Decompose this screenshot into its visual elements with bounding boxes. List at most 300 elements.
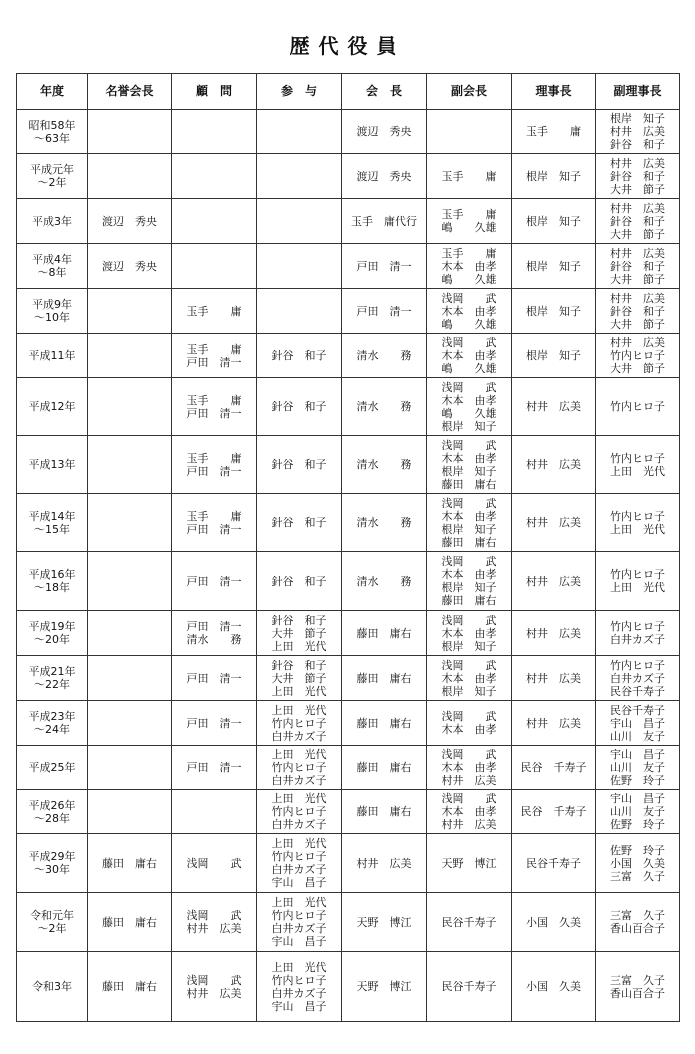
officer-name: 戸田 清一 bbox=[186, 464, 242, 478]
vice-chair-cell bbox=[596, 199, 680, 244]
chair-cell bbox=[512, 494, 596, 552]
officer-name: 木本 由孝 bbox=[441, 671, 497, 685]
officer-name: 嶋 久雄 bbox=[441, 362, 497, 375]
year-label: 平成4年 bbox=[32, 253, 72, 266]
counselor-cell bbox=[257, 611, 342, 656]
officer-name: 木本 由孝 bbox=[441, 451, 497, 465]
officer-name: 宇山 昌子 bbox=[271, 876, 327, 889]
officer-name: 嶋 久雄 bbox=[441, 221, 497, 234]
vice-chair-cell bbox=[596, 552, 680, 611]
advisor-cell bbox=[172, 746, 257, 790]
officer-name: 藤田 庸右 bbox=[356, 671, 412, 685]
officer-name: 小国 久美 bbox=[610, 856, 665, 870]
officer-name: 浅岡 武 bbox=[441, 336, 497, 349]
vice-chair-cell bbox=[596, 893, 680, 952]
year-label: ～63年 bbox=[34, 131, 70, 145]
honorary-president-cell bbox=[88, 611, 172, 656]
officer-name: 村井 広美 bbox=[610, 125, 665, 138]
officer-name: 白井カズ子 bbox=[610, 671, 665, 685]
table-body bbox=[17, 110, 680, 1022]
year-cell bbox=[17, 494, 88, 552]
officer-name: 根岸 知子 bbox=[441, 522, 497, 536]
year-label: 平成14年 bbox=[28, 509, 76, 523]
officer-name: 上田 光代 bbox=[610, 581, 665, 594]
president-cell bbox=[342, 110, 427, 154]
advisor-cell bbox=[172, 552, 257, 611]
advisor-cell bbox=[172, 199, 257, 244]
counselor-cell bbox=[257, 334, 342, 378]
column-header-president: 会 長 bbox=[342, 74, 427, 110]
officer-name: 村井 広美 bbox=[526, 458, 581, 471]
officer-name: 根岸 知子 bbox=[441, 419, 497, 433]
vice-chair-cell bbox=[596, 611, 680, 656]
year-cell bbox=[17, 552, 88, 611]
column-header-counselor: 参 与 bbox=[257, 74, 342, 110]
officer-name: 針谷 和子 bbox=[271, 458, 327, 471]
advisor-cell bbox=[172, 436, 257, 494]
officer-name: 戸田 清一 bbox=[356, 259, 412, 273]
chair-cell bbox=[512, 110, 596, 154]
officer-name: 三富 久子 bbox=[610, 909, 665, 922]
chair-cell bbox=[512, 552, 596, 611]
officer-name: 根岸 知子 bbox=[441, 639, 497, 653]
year-cell bbox=[17, 611, 88, 656]
advisor-cell bbox=[172, 244, 257, 289]
chair-cell bbox=[512, 436, 596, 494]
year-cell bbox=[17, 110, 88, 154]
president-cell bbox=[342, 494, 427, 552]
advisor-cell bbox=[172, 893, 257, 952]
column-header-year: 年度 bbox=[17, 74, 88, 110]
chair-cell bbox=[512, 656, 596, 701]
president-cell bbox=[342, 952, 427, 1022]
officer-name: 白井カズ子 bbox=[271, 774, 327, 787]
honorary-president-cell bbox=[88, 893, 172, 952]
vice-president-cell bbox=[427, 244, 512, 289]
officer-name: 根岸 知子 bbox=[441, 464, 497, 478]
table-row bbox=[17, 436, 680, 494]
column-header-honorary-president: 名誉会長 bbox=[88, 74, 172, 110]
officer-name: 針谷 和子 bbox=[271, 349, 327, 362]
vice-president-cell bbox=[427, 701, 512, 746]
officer-name: 藤田 庸右 bbox=[356, 626, 412, 640]
president-cell bbox=[342, 834, 427, 893]
officer-name: 竹内ヒロ子 bbox=[271, 850, 327, 863]
officer-name: 戸田 清一 bbox=[186, 574, 242, 588]
officer-name: 嶋 久雄 bbox=[441, 317, 497, 331]
officer-name: 宇山 昌子 bbox=[610, 792, 665, 805]
year-label: ～20年 bbox=[34, 633, 70, 646]
officer-name: 針谷 和子 bbox=[271, 516, 327, 529]
officer-name: 嶋 久雄 bbox=[441, 272, 497, 286]
vice-chair-cell bbox=[596, 656, 680, 701]
officer-name: 根岸 知子 bbox=[441, 684, 497, 698]
officer-name: 大井 節子 bbox=[610, 182, 665, 196]
advisor-cell bbox=[172, 378, 257, 436]
honorary-president-cell bbox=[88, 834, 172, 893]
honorary-president-cell bbox=[88, 790, 172, 834]
president-cell bbox=[342, 199, 427, 244]
officer-name: 村井 広美 bbox=[526, 626, 581, 640]
vice-chair-cell bbox=[596, 244, 680, 289]
officer-name: 山川 友子 bbox=[610, 805, 665, 818]
officer-name: 針谷 和子 bbox=[271, 400, 327, 413]
table-row bbox=[17, 834, 680, 893]
table-row bbox=[17, 893, 680, 952]
officer-name: 天野 博江 bbox=[441, 856, 497, 870]
table-row bbox=[17, 611, 680, 656]
honorary-president-cell bbox=[88, 952, 172, 1022]
honorary-president-cell bbox=[88, 334, 172, 378]
honorary-president-cell bbox=[88, 244, 172, 289]
officer-name: 上田 光代 bbox=[271, 748, 327, 761]
advisor-cell bbox=[172, 834, 257, 893]
officer-name: 藤田 庸右 bbox=[441, 477, 497, 491]
counselor-cell bbox=[257, 834, 342, 893]
counselor-cell bbox=[257, 436, 342, 494]
officer-name: 木本 由孝 bbox=[441, 349, 497, 362]
vice-chair-cell bbox=[596, 746, 680, 790]
officer-name: 竹内ヒロ子 bbox=[610, 509, 665, 523]
chair-cell bbox=[512, 154, 596, 199]
officer-name: 民谷千寿子 bbox=[610, 684, 665, 698]
officer-name: 上田 光代 bbox=[271, 792, 327, 805]
president-cell bbox=[342, 154, 427, 199]
honorary-president-cell bbox=[88, 494, 172, 552]
officer-name: 香山百合子 bbox=[610, 986, 665, 1000]
officer-name: 玉手 庸 bbox=[186, 509, 242, 523]
officer-name: 藤田 庸右 bbox=[102, 980, 157, 993]
officer-name: 渡辺 秀央 bbox=[102, 214, 157, 228]
officer-name: 針谷 和子 bbox=[271, 574, 327, 588]
officer-name: 村井 広美 bbox=[526, 671, 581, 685]
officer-name: 天野 博江 bbox=[356, 915, 412, 929]
advisor-cell bbox=[172, 952, 257, 1022]
officer-name: 宇山 昌子 bbox=[610, 716, 665, 730]
officer-name: 戸田 清一 bbox=[186, 716, 242, 730]
officer-name: 山川 友子 bbox=[610, 761, 665, 774]
president-cell bbox=[342, 552, 427, 611]
column-header-vice-chair: 副理事長 bbox=[596, 74, 680, 110]
officer-name: 大井 節子 bbox=[610, 362, 665, 375]
officer-name: 大井 節子 bbox=[610, 227, 665, 241]
officer-name: 針谷 和子 bbox=[271, 658, 327, 672]
officer-name: 玉手 庸 bbox=[526, 125, 581, 138]
year-label: 令和元年 bbox=[30, 909, 74, 922]
officer-name: 藤田 庸右 bbox=[102, 856, 157, 870]
officer-name: 木本 由孝 bbox=[441, 304, 497, 318]
year-cell bbox=[17, 656, 88, 701]
table-row bbox=[17, 746, 680, 790]
advisor-cell bbox=[172, 494, 257, 552]
officer-name: 木本 由孝 bbox=[441, 761, 497, 774]
president-cell bbox=[342, 289, 427, 334]
vice-president-cell bbox=[427, 436, 512, 494]
president-cell bbox=[342, 611, 427, 656]
year-label: 令和3年 bbox=[32, 980, 72, 993]
officer-name: 木本 由孝 bbox=[441, 723, 497, 736]
officer-name: 民谷千寿子 bbox=[610, 703, 665, 717]
officer-name: 白井カズ子 bbox=[271, 922, 327, 935]
officer-name: 清水 務 bbox=[186, 633, 242, 646]
vice-president-cell bbox=[427, 552, 512, 611]
honorary-president-cell bbox=[88, 701, 172, 746]
officer-name: 村井 広美 bbox=[610, 291, 665, 305]
officer-name: 針谷 和子 bbox=[610, 169, 665, 183]
officer-name: 民谷千寿子 bbox=[441, 915, 497, 929]
year-label: ～18年 bbox=[34, 581, 70, 594]
vice-chair-cell bbox=[596, 436, 680, 494]
president-cell bbox=[342, 656, 427, 701]
vice-president-cell bbox=[427, 378, 512, 436]
year-cell bbox=[17, 893, 88, 952]
officer-name: 上田 光代 bbox=[610, 522, 665, 536]
counselor-cell bbox=[257, 701, 342, 746]
officer-name: 清水 務 bbox=[356, 349, 412, 362]
year-label: ～15年 bbox=[34, 522, 70, 536]
chair-cell bbox=[512, 378, 596, 436]
president-cell bbox=[342, 893, 427, 952]
advisor-cell bbox=[172, 110, 257, 154]
table-row bbox=[17, 378, 680, 436]
chair-cell bbox=[512, 834, 596, 893]
officer-name: 民谷千寿子 bbox=[526, 856, 581, 870]
table-row bbox=[17, 494, 680, 552]
year-cell bbox=[17, 746, 88, 790]
table-row bbox=[17, 656, 680, 701]
officer-name: 浅岡 武 bbox=[441, 792, 497, 805]
year-cell bbox=[17, 834, 88, 893]
counselor-cell bbox=[257, 494, 342, 552]
officer-name: 針谷 和子 bbox=[610, 259, 665, 273]
year-cell bbox=[17, 334, 88, 378]
officer-name: 藤田 庸右 bbox=[441, 535, 497, 549]
officer-name: 民谷千寿子 bbox=[441, 980, 497, 993]
honorary-president-cell bbox=[88, 552, 172, 611]
chair-cell bbox=[512, 334, 596, 378]
officer-name: 藤田 庸右 bbox=[356, 805, 412, 818]
officer-name: 木本 由孝 bbox=[441, 393, 497, 407]
officer-name: 佐野 玲子 bbox=[610, 843, 665, 857]
officer-name: 宇山 昌子 bbox=[271, 999, 327, 1013]
officer-name: 竹内ヒロ子 bbox=[271, 805, 327, 818]
officer-name: 藤田 庸右 bbox=[356, 761, 412, 774]
officer-name: 浅岡 武 bbox=[186, 856, 242, 870]
officer-name: 渡辺 秀央 bbox=[356, 169, 412, 183]
officer-name: 竹内ヒロ子 bbox=[271, 973, 327, 987]
counselor-cell bbox=[257, 110, 342, 154]
counselor-cell bbox=[257, 552, 342, 611]
officer-name: 村井 広美 bbox=[610, 156, 665, 170]
officer-name: 村井 広美 bbox=[526, 516, 581, 529]
year-cell bbox=[17, 952, 88, 1022]
officer-name: 戸田 清一 bbox=[356, 304, 412, 318]
officer-name: 竹内ヒロ子 bbox=[610, 658, 665, 672]
officer-name: 村井 広美 bbox=[186, 986, 242, 1000]
officer-name: 宇山 昌子 bbox=[271, 935, 327, 948]
year-cell bbox=[17, 436, 88, 494]
officer-name: 玉手 庸 bbox=[441, 246, 497, 260]
president-cell bbox=[342, 746, 427, 790]
vice-president-cell bbox=[427, 893, 512, 952]
officer-name: 戸田 清一 bbox=[186, 522, 242, 536]
counselor-cell bbox=[257, 289, 342, 334]
officer-name: 針谷 和子 bbox=[271, 613, 327, 627]
officer-name: 村井 広美 bbox=[356, 856, 412, 870]
officer-name: 渡辺 秀央 bbox=[356, 125, 412, 138]
year-label: 昭和58年 bbox=[28, 118, 76, 132]
table-row bbox=[17, 552, 680, 611]
advisor-cell bbox=[172, 790, 257, 834]
officer-name: 竹内ヒロ子 bbox=[610, 349, 665, 362]
officer-name: 白井カズ子 bbox=[271, 818, 327, 831]
officer-name: 戸田 清一 bbox=[186, 406, 242, 420]
officer-name: 上田 光代 bbox=[271, 639, 327, 653]
chair-cell bbox=[512, 790, 596, 834]
officer-name: 竹内ヒロ子 bbox=[610, 451, 665, 465]
officer-name: 竹内ヒロ子 bbox=[610, 400, 665, 413]
officer-name: 藤田 庸右 bbox=[356, 716, 412, 730]
officer-name: 清水 務 bbox=[356, 574, 412, 588]
chair-cell bbox=[512, 893, 596, 952]
vice-president-cell bbox=[427, 494, 512, 552]
officer-name: 嶋 久雄 bbox=[441, 406, 497, 420]
honorary-president-cell bbox=[88, 289, 172, 334]
vice-president-cell bbox=[427, 334, 512, 378]
officer-name: 戸田 清一 bbox=[186, 355, 242, 369]
table-row bbox=[17, 701, 680, 746]
table-row bbox=[17, 199, 680, 244]
vice-chair-cell bbox=[596, 154, 680, 199]
officer-name: 根岸 知子 bbox=[526, 349, 581, 362]
president-cell bbox=[342, 436, 427, 494]
officer-name: 竹内ヒロ子 bbox=[271, 909, 327, 922]
officer-name: 白井カズ子 bbox=[610, 633, 665, 646]
officer-name: 針谷 和子 bbox=[610, 214, 665, 228]
officer-name: 根岸 知子 bbox=[526, 169, 581, 183]
president-cell bbox=[342, 244, 427, 289]
year-label: 平成11年 bbox=[28, 349, 76, 362]
vice-president-cell bbox=[427, 790, 512, 834]
officer-name: 佐野 玲子 bbox=[610, 774, 665, 787]
year-label: ～8年 bbox=[37, 266, 67, 279]
vice-president-cell bbox=[427, 952, 512, 1022]
officer-name: 玉手 庸 bbox=[186, 342, 242, 356]
honorary-president-cell bbox=[88, 656, 172, 701]
officer-name: 根岸 知子 bbox=[610, 112, 665, 125]
honorary-president-cell bbox=[88, 154, 172, 199]
honorary-president-cell bbox=[88, 199, 172, 244]
year-label: 平成12年 bbox=[28, 400, 76, 413]
officer-name: 村井 広美 bbox=[526, 574, 581, 588]
vice-president-cell bbox=[427, 834, 512, 893]
counselor-cell bbox=[257, 952, 342, 1022]
officer-name: 浅岡 武 bbox=[441, 613, 497, 627]
counselor-cell bbox=[257, 656, 342, 701]
vice-chair-cell bbox=[596, 110, 680, 154]
counselor-cell bbox=[257, 746, 342, 790]
table-row bbox=[17, 110, 680, 154]
vice-chair-cell bbox=[596, 834, 680, 893]
vice-chair-cell bbox=[596, 334, 680, 378]
advisor-cell bbox=[172, 656, 257, 701]
year-cell bbox=[17, 289, 88, 334]
counselor-cell bbox=[257, 790, 342, 834]
year-label: 平成16年 bbox=[28, 568, 76, 581]
year-cell bbox=[17, 790, 88, 834]
year-label: ～2年 bbox=[37, 922, 67, 935]
officer-name: 浅岡 武 bbox=[441, 496, 497, 510]
officer-name: 民谷 千寿子 bbox=[520, 805, 587, 818]
year-label: ～24年 bbox=[34, 723, 70, 736]
counselor-cell bbox=[257, 893, 342, 952]
officer-name: 根岸 知子 bbox=[526, 304, 581, 318]
officer-name: 竹内ヒロ子 bbox=[271, 716, 327, 730]
officer-name: 白井カズ子 bbox=[271, 729, 327, 743]
officer-name: 戸田 清一 bbox=[186, 620, 242, 633]
president-cell bbox=[342, 378, 427, 436]
column-header-chair: 理事長 bbox=[512, 74, 596, 110]
officer-name: 村井 広美 bbox=[610, 336, 665, 349]
year-label: ～22年 bbox=[34, 678, 70, 691]
officer-name: 村井 広美 bbox=[441, 774, 497, 787]
table-row bbox=[17, 952, 680, 1022]
honorary-president-cell bbox=[88, 746, 172, 790]
officer-name: 浅岡 武 bbox=[441, 710, 497, 723]
vice-president-cell bbox=[427, 199, 512, 244]
officer-name: 天野 博江 bbox=[356, 980, 412, 993]
officer-name: 根岸 知子 bbox=[441, 581, 497, 594]
vice-president-cell bbox=[427, 656, 512, 701]
year-cell bbox=[17, 378, 88, 436]
president-cell bbox=[342, 701, 427, 746]
year-label: 平成19年 bbox=[28, 620, 76, 633]
officer-name: 戸田 清一 bbox=[186, 671, 242, 685]
officer-name: 上田 光代 bbox=[610, 464, 665, 478]
officer-name: 木本 由孝 bbox=[441, 626, 497, 640]
officer-name: 浅岡 武 bbox=[441, 555, 497, 568]
officer-name: 白井カズ子 bbox=[271, 863, 327, 876]
officers-table bbox=[16, 73, 680, 1022]
chair-cell bbox=[512, 199, 596, 244]
vice-president-cell bbox=[427, 746, 512, 790]
year-label: ～2年 bbox=[37, 176, 67, 189]
officer-name: 大井 節子 bbox=[271, 626, 327, 640]
year-label: 平成9年 bbox=[32, 298, 72, 311]
officer-name: 竹内ヒロ子 bbox=[271, 761, 327, 774]
officer-name: 浅岡 武 bbox=[441, 748, 497, 761]
officer-name: 浅岡 武 bbox=[441, 380, 497, 394]
vice-chair-cell bbox=[596, 790, 680, 834]
advisor-cell bbox=[172, 334, 257, 378]
vice-chair-cell bbox=[596, 289, 680, 334]
officer-name: 上田 光代 bbox=[271, 684, 327, 698]
table-row bbox=[17, 154, 680, 199]
year-label: 平成25年 bbox=[28, 761, 76, 774]
chair-cell bbox=[512, 611, 596, 656]
vice-chair-cell bbox=[596, 378, 680, 436]
officer-name: 村井 広美 bbox=[526, 400, 581, 413]
honorary-president-cell bbox=[88, 110, 172, 154]
officer-name: 竹内ヒロ子 bbox=[610, 620, 665, 633]
vice-chair-cell bbox=[596, 952, 680, 1022]
officer-name: 三富 久子 bbox=[610, 973, 665, 987]
officer-name: 藤田 庸右 bbox=[441, 594, 497, 607]
officer-name: 浅岡 武 bbox=[441, 438, 497, 452]
officer-name: 大井 節子 bbox=[610, 317, 665, 331]
year-label: 平成元年 bbox=[30, 163, 74, 176]
chair-cell bbox=[512, 244, 596, 289]
